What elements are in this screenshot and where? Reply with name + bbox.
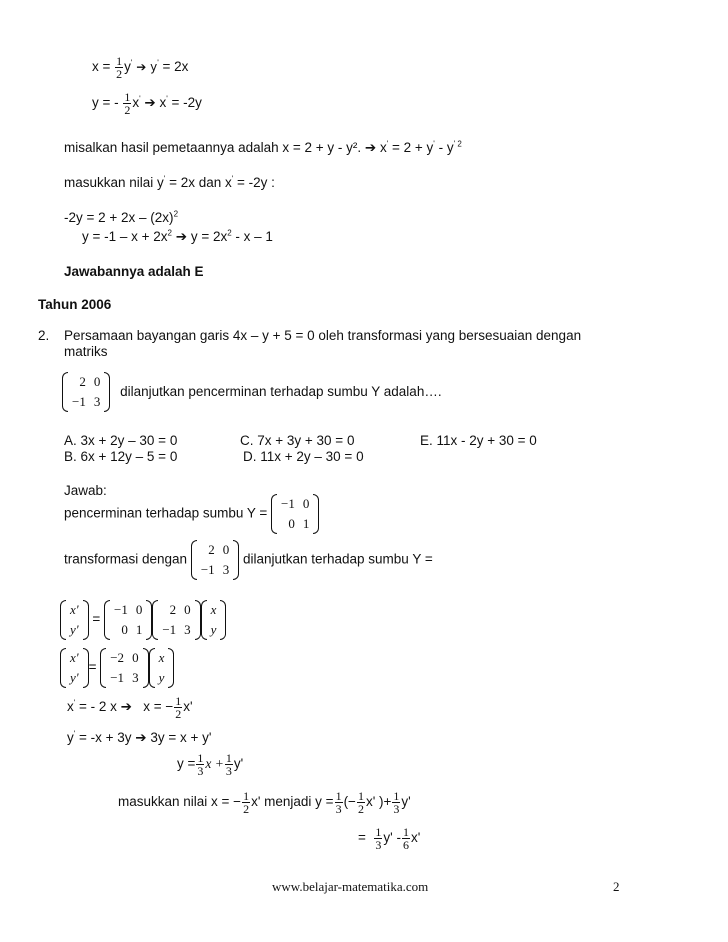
option-d: D. 11x + 2y – 30 = 0 bbox=[243, 449, 364, 464]
transformation-matrix: 2 0 −1 3 bbox=[191, 540, 239, 580]
option-b: B. 6x + 12y – 5 = 0 bbox=[64, 449, 178, 464]
final-line: = $\frac{1}{3}$ y' - $\frac{1}{6}$ x' bbox=[358, 825, 421, 852]
product-matrix: −2 0 −1 3 bbox=[100, 648, 148, 688]
text-misalkan: misalkan hasil pemetaannya adalah x = 2 + y - y². ➔ x' = 2 + y' - y' $^2$ bbox=[64, 139, 462, 155]
reflection-matrix: −1 0 0 1 bbox=[271, 494, 319, 534]
text-masukkan: masukkan nilai y' = 2x dan x' = -2y : bbox=[64, 174, 275, 190]
vector-xy-2: x y bbox=[149, 648, 175, 688]
page-number: 2 bbox=[613, 879, 620, 894]
eq-result: $y = -1 - x + 2x^2$ ➔ $y = 2x^2 - x - 1$ bbox=[82, 228, 273, 244]
vector-prime-2: x' y' bbox=[60, 648, 89, 688]
jawab-label: Jawab: bbox=[64, 483, 107, 498]
substitute-line: masukkan nilai x = − $\frac{1}{2}$ x' menjadi y = $\frac{1}{3}$ (− $\frac{1}{2}$ x' )+ $\frac{1}{3}$ y' bbox=[118, 789, 411, 816]
option-c: C. 7x + 3y + 30 = 0 bbox=[240, 433, 355, 448]
eq-substitute: $-2y = 2 + 2x - (2x)^2$ bbox=[64, 209, 179, 225]
solve-y-2: y = $\frac{1}{3}$ x + $\frac{1}{3}$ y' bbox=[177, 751, 244, 778]
solve-y: y' = -x + 3y ➔ 3y = x + y' bbox=[67, 729, 212, 745]
footer-url: www.belajar-matematika.com bbox=[272, 879, 429, 894]
question-matrix-line: 2 0 −1 3 dilanjutkan pencerminan terhadap sumbu Y adalah…. bbox=[62, 372, 442, 412]
option-e: E. 11x - 2y + 30 = 0 bbox=[420, 433, 537, 448]
answer-line: Jawabannya adalah E bbox=[64, 264, 204, 279]
vector-prime: x' y' bbox=[60, 600, 89, 640]
question-number: 2. bbox=[38, 328, 50, 343]
section-heading: Tahun 2006 bbox=[38, 297, 112, 312]
transformation-line: transformasi dengan 2 0 −1 3 dilanjutkan terhadap sumbu Y = bbox=[64, 540, 433, 580]
matrix-equation-1: x' y' = −1 0 0 1 2 0 −1 3 x y bbox=[60, 600, 226, 640]
vector-xy: x y bbox=[201, 600, 227, 640]
question-text-1: Persamaan bayangan garis 4x – y + 5 = 0 oleh transformasi yang bersesuaian dengan bbox=[64, 328, 582, 343]
question-text-2: matriks bbox=[64, 344, 108, 359]
matrix-a: 2 0 −1 3 bbox=[62, 372, 110, 412]
matrix-a-2: 2 0 −1 3 bbox=[152, 600, 200, 640]
reflection-matrix-2: −1 0 0 1 bbox=[104, 600, 152, 640]
option-a: A. 3x + 2y – 30 = 0 bbox=[64, 433, 178, 448]
matrix-equation-2: x' y' = −2 0 −1 3 x y bbox=[60, 648, 174, 688]
solve-x: x' = - 2 x ➔ x = − $\frac{1}{2}$ x' bbox=[67, 694, 193, 721]
reflection-line: pencerminan terhadap sumbu Y = −1 0 0 1 bbox=[64, 494, 319, 534]
eq-x-from-y: x = $\frac{1}{2}$ y' ➔ y' = 2x bbox=[92, 54, 189, 81]
eq-y-from-x: y = - $\frac{1}{2}$ x' ➔ x' = -2y bbox=[92, 90, 202, 117]
